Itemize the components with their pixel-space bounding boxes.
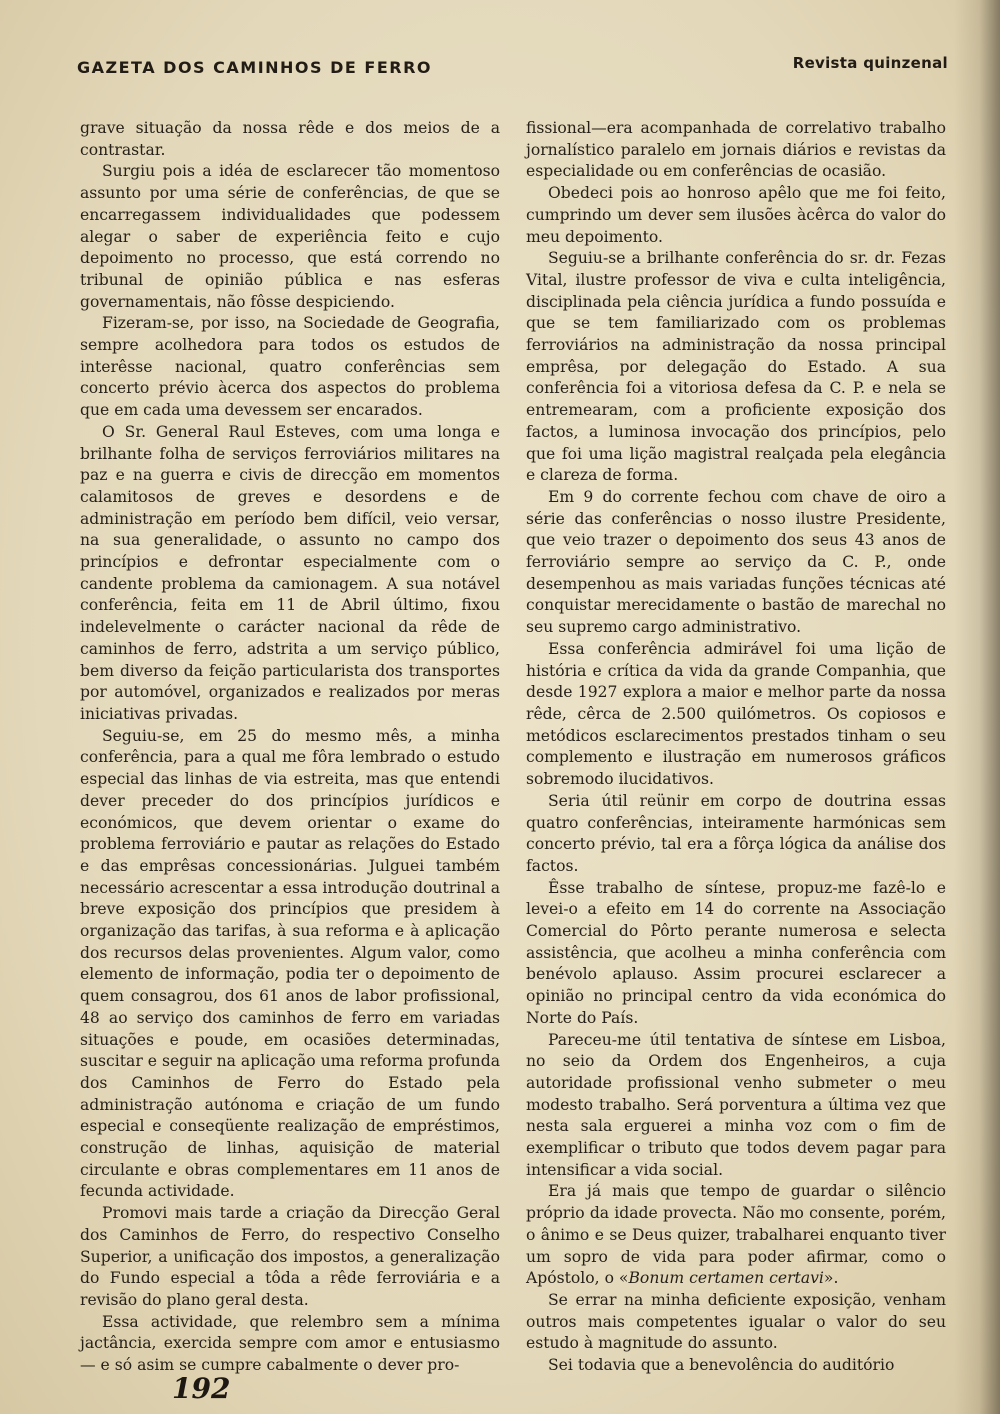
paragraph: Pareceu-me útil tentativa de síntese em Lisboa, no seio da Ordem dos Engenheiros, a cuja autoridade profissional venho submeter o meu modesto trabalho. Será porventura a última vez que nesta sala erguerei a minha voz com o fim de exemplificar o tributo que todos devem pagar para intensificar a vida social.	[526, 1030, 946, 1179]
paragraph: Se errar na minha deficiente exposição, venham outros mais competentes igualar o valor do seu estudo à magnitude do assunto.	[526, 1290, 946, 1353]
right-column	[526, 118, 946, 1377]
paragraph: Fizeram-se, por isso, na Sociedade de Geografia, sempre acolhedora para todos os estudos de interêsse nacional, quatro conferências sem concerto prévio àcerca dos aspectos do problema que em cada uma devessem ser encarados.	[80, 314, 500, 420]
left-column	[80, 118, 500, 1377]
paragraph: Surgiu pois a idéa de esclarecer tão momentoso assunto por uma série de conferências, de que se encarregassem individualidades que podessem alegar o saber de experiência feito e cujo depoimento no processo, que está correndo no tribunal de opinião pública e nas esferas governamentais, não fôsse despiciendo.	[80, 162, 500, 311]
paragraph: O Sr. General Raul Esteves, com uma longa e brilhante folha de serviços ferroviários militares na paz e na guerra e civis de direcção em momentos calamitosos de greves e desordens e de administração em período bem difícil, veio versar, na sua generalidade, o assunto no campo dos princípios e defrontar especialmente com o candente problema da camionagem. A sua notável conferência, feita em 11 de Abril último, fixou indelevelmente o carácter nacional da rêde de caminhos de ferro, adstrita a um serviço público, bem diverso da feição particularista dos transportes por automóvel, organizados e realizados por meras iniciativas privadas.	[80, 422, 500, 723]
paragraph: Essa actividade, que relembro sem a mínima jactância, exercida sempre com amor e entusiasmo — e só asim se cumpre cabalmente o dever pro-	[80, 1312, 500, 1375]
paragraph: Obedeci pois ao honroso apêlo que me foi feito, cumprindo um dever sem ilusões àcêrca do valor do meu depoimento.	[526, 184, 946, 246]
paragraph: Seguiu-se a brilhante conferência do sr. dr. Fezas Vital, ilustre professor de viva e culta inteligência, disciplinada pela ciência jurídica a fundo possuída e que se tem familiarizado com os problemas ferroviários na administração da nossa principal emprêsa, por delegação do Estado. A sua conferência foi a vitoriosa defesa da C. P. e nela se entremearam, com a proficiente exposição dos factos, a luminosa invocação dos princípios, pelo que foi uma lição magistral realçada pela elegância e clareza de forma.	[526, 249, 946, 485]
paragraph	[526, 1181, 946, 1290]
paragraph-text: ».	[823, 1269, 839, 1288]
paragraph: grave situação da nossa rêde e dos meios de a contrastar.	[80, 119, 500, 159]
paragraph: Promovi mais tarde a criação da Direcção Geral dos Caminhos de Ferro, do respectivo Conselho Superior, a unificação dos impostos, a generalização do Fundo especial a tôda a rêde ferroviária e a revisão do plano geral desta.	[80, 1204, 500, 1309]
paragraph: Essa conferência admirável foi uma lição de história e crítica da vida da grande Companhia, que desde 1927 explora a maior e melhor parte da nossa rêde, cêrca de 2.500 quilómetros. Os copiosos e metódicos esclarecimentos prestados tinham o seu complemento e ilustração em numerosos gráficos sobremodo ilucidativos.	[526, 639, 946, 789]
paragraph: fissional—era acompanhada de correlativo trabalho jornalístico paralelo em jornais diários e revistas da especialidade ou em conferências de ocasião.	[526, 119, 946, 181]
paragraph: Sei todavia que a benevolência do auditório	[548, 1356, 895, 1375]
paragraph: Seria útil reünir em corpo de doutrina essas quatro conferências, inteiramente harmónicas sem concerto prévio, tal era a fôrça lógica da análise dos factos.	[526, 791, 946, 875]
binding-shadow	[954, 0, 1000, 1414]
journal-subtitle: Revista quinzenal	[792, 54, 948, 72]
latin-quote: Bonum certamen certavi	[628, 1269, 824, 1288]
paragraph: Em 9 do corrente fechou com chave de oiro a série das conferências o nosso ilustre Presidente, que veio trazer o depoimento dos seus 43 anos de ferroviário sempre ao serviço da C. P., onde desempenhou as mais variadas funções técnicas até conquistar merecidamente o bastão de marechal no seu supremo cargo administrativo.	[526, 487, 946, 637]
paragraph: Êsse trabalho de síntese, propuz-me fazê-lo e levei-o a efeito em 14 do corrente na Associação Comercial do Pôrto perante numerosa e selecta assistência, que acolheu a minha conferência com benévolo aplauso. Assim procurei esclarecer a opinião no principal centro da vida económica do Norte do País.	[526, 878, 946, 1027]
journal-title: GAZETA DOS CAMINHOS DE FERRO	[77, 58, 433, 77]
page-number: 192	[172, 1372, 231, 1405]
paragraph-text: Era já mais que tempo de guardar o silêncio próprio da idade provecta. Não mo consente, porém, o ânimo e se Deus quizer, trabalharei enquanto tiver um sopro de vida para poder afirmar, como o Apóstolo, o «	[526, 1182, 946, 1288]
paragraph: Seguiu-se, em 25 do mesmo mês, a minha conferência, para a qual me fôra lembrado o estudo especial das linhas de via estreita, mas que entendi dever preceder do dos princípios jurídicos e económicos, que devem orientar o exame do problema ferroviário e pautar as relações do Estado e das emprêsas concessionárias. Julguei também necessário acrescentar a essa introdução doutrinal a breve exposição dos princípios que presidem à organização das tarifas, à sua reforma e à aplicação dos recursos delas provenientes. Algum valor, como elemento de informação, podia ter o depoimento de quem consagrou, dos 61 anos de labor profissional, 48 ao serviço dos caminhos de ferro em variadas situações e poude, em ocasiões determinadas, suscitar e seguir na aplicação uma reforma profunda dos Caminhos de Ferro do Estado pela administração autónoma e criação de um fundo especial e conseqüente realização de empréstimos, construção de linhas, aquisição de material circulante e obras complementares em 11 anos de fecunda actividade.	[80, 726, 500, 1201]
